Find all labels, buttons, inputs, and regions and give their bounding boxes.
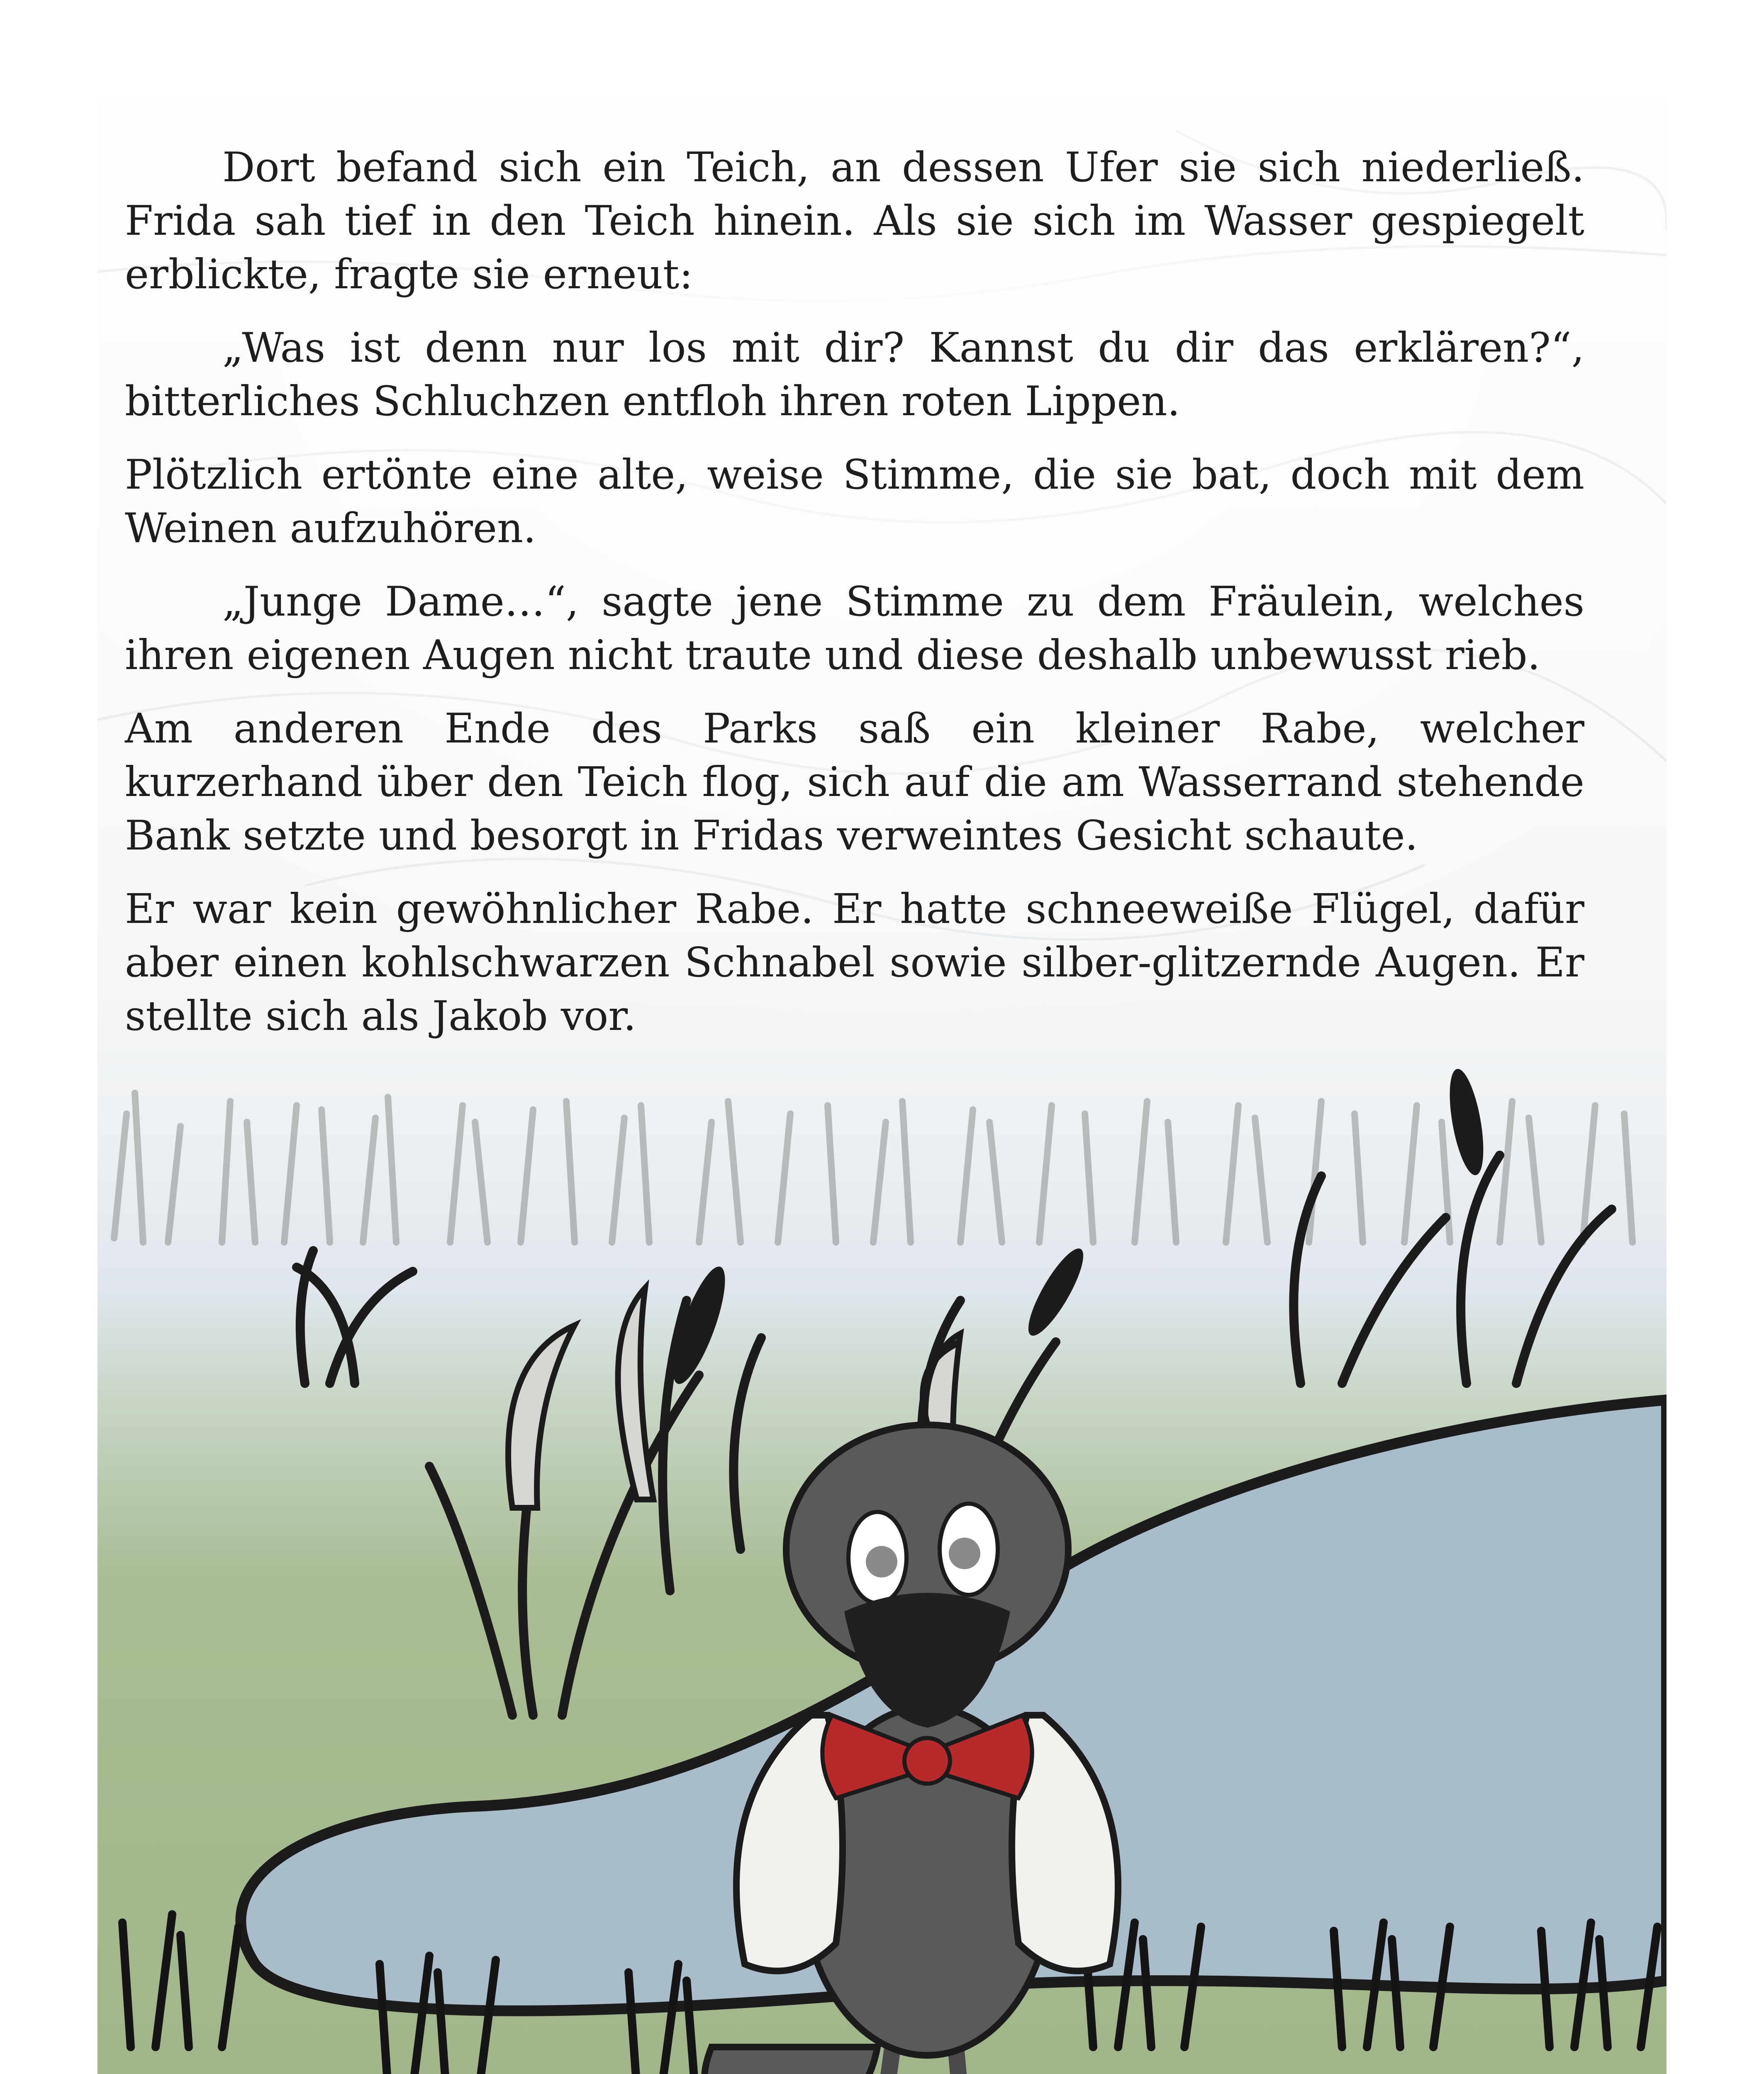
paragraph: Am anderen Ende des Parks saß ein kleiner Rabe, welcher kurzerhand über den Teich flog, sich auf die am Wasserrand stehende Bank setzte und besorgt in Fridas verweintes Gesicht schaute.	[125, 705, 1584, 859]
paragraph: Dort befand sich ein Teich, an dessen Ufer sie sich niederließ. Frida sah tief in den Teich hinein. Als sie sich im Wasser gespiegelt erblickte, fragte sie erneut:	[125, 144, 1584, 298]
paragraph: „Was ist denn nur los mit dir? Kannst du dir das erklären?“, bitterliches Schluchzen entfloh ihren roten Lippen.	[125, 324, 1584, 425]
book-page	[97, 97, 1667, 2074]
paragraph: Plötzlich ertönte eine alte, weise Stimme, die sie bat, doch mit dem Weinen aufzuhören.	[125, 451, 1584, 552]
paragraph: Er war kein gewöhnlicher Rabe. Er hatte schneeweiße Flügel, dafür aber einen kohlschwarzen Schnabel sowie silber-glitzernde Augen. Er stellte sich als Jakob vor.	[125, 886, 1584, 1040]
paragraph: „Junge Dame…“, sagte jene Stimme zu dem Fräulein, welches ihren eigenen Augen nicht traute und diese deshalb unbewusst rieb.	[125, 578, 1584, 679]
story-text	[125, 141, 1584, 1063]
